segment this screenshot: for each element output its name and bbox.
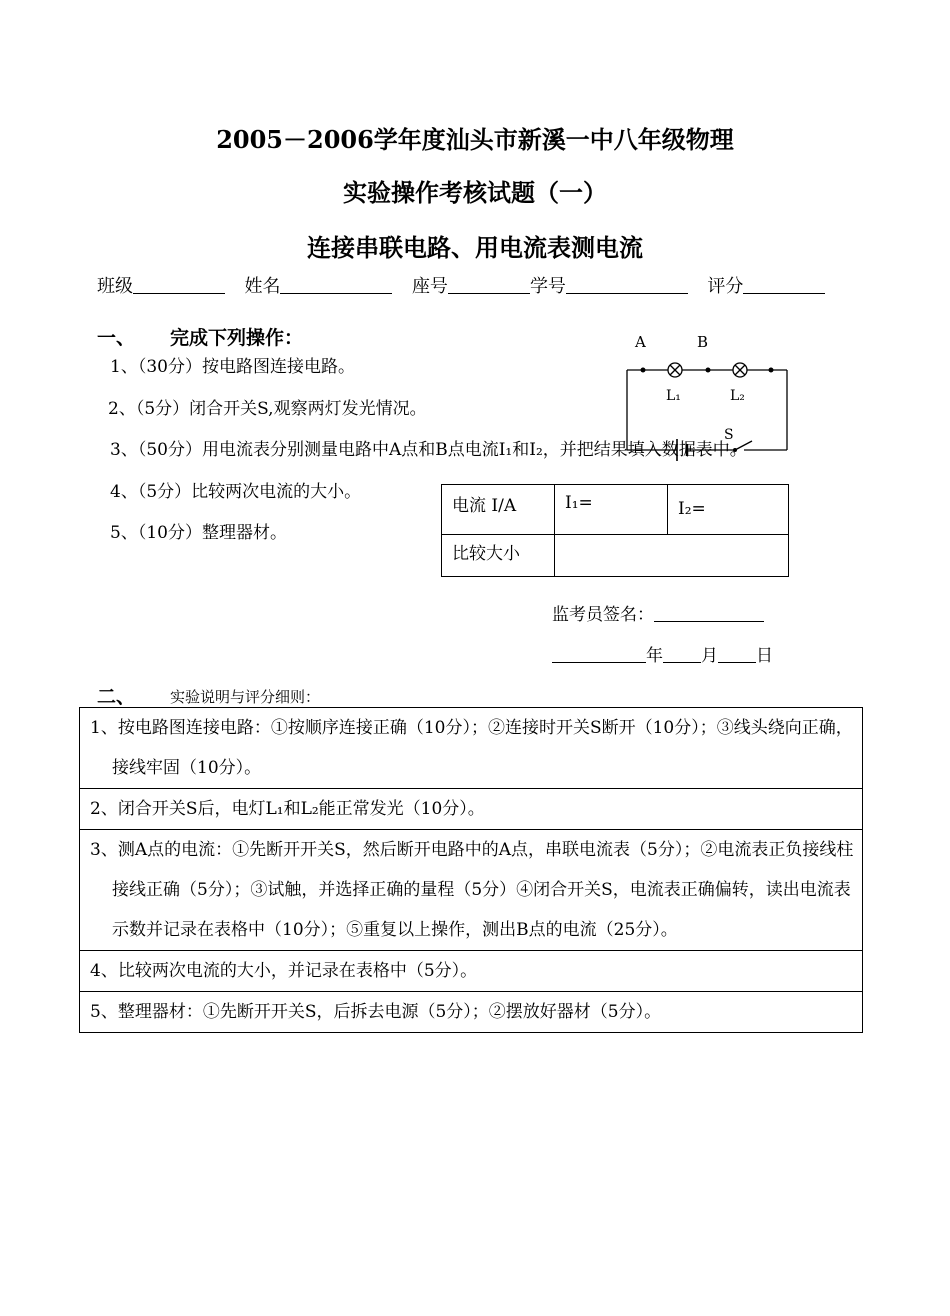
proctor-date-line — [552, 641, 773, 666]
name-blank[interactable] — [280, 275, 392, 294]
current-header-cell: 电流 I/A — [442, 485, 555, 535]
i1-cell[interactable]: I₁= — [555, 485, 668, 535]
section1-item-1: 1、（30分）按电路图连接电路。 — [110, 357, 355, 377]
grading-row-4: 4、比较两次电流的大小，并记录在表格中（5分）。 — [80, 950, 862, 991]
seat-blank[interactable] — [448, 275, 530, 294]
circuit-label-l2: L₂ — [730, 388, 745, 404]
student-info-line — [97, 272, 825, 298]
compare-header-cell: 比较大小 — [442, 535, 555, 577]
point-b-dot — [706, 368, 711, 373]
title-line-2: 实验操作考核试题（一） — [343, 178, 607, 207]
grading-row-3: 3、测A点的电流：①先断开开关S，然后断开电路中的A点，串联电流表（5分）；②电流表正负接线柱接线正确（5分）；③试触，并选择正确的量程（5分）④闭合开关S，电流表正确偏转，读出电流表示数并记录在表格中（10分）；⑤重复以上操作，测出B点的电流（25分）。 — [80, 829, 862, 950]
name-label: 姓名 — [244, 276, 281, 297]
score-label: 评分 — [707, 276, 744, 297]
class-label: 班级 — [97, 276, 133, 297]
student-id-blank[interactable] — [566, 275, 688, 294]
grading-row-1: 1、按电路图连接电路：①按顺序连接正确（10分）；②连接时开关S断开（10分）；③线头绕向正确，接线牢固（10分）。 — [90, 718, 853, 778]
date-day-label: 日 — [756, 646, 773, 666]
proctor-signature-line — [552, 600, 764, 625]
student-id-label: 学号 — [529, 276, 566, 297]
class-blank[interactable] — [133, 275, 225, 294]
circuit-label-a: A — [635, 333, 646, 351]
circuit-label-l1: L₁ — [666, 388, 681, 404]
seat-label: 座号 — [411, 276, 448, 297]
junction-dot — [769, 368, 774, 373]
results-table — [441, 484, 789, 577]
section2-number: 二、 — [97, 686, 136, 708]
grading-row-5: 5、整理器材：①先断开开关S，后拆去电源（5分）；②摆放好器材（5分）。 — [80, 991, 862, 1032]
section2-heading: 实验说明与评分细则： — [170, 688, 321, 706]
section1-item-4: 4、（5分）比较两次电流的大小。 — [110, 482, 362, 502]
proctor-signature-blank[interactable] — [654, 603, 764, 622]
circuit-label-s: S — [724, 427, 734, 443]
section1-item-3: 3、（50分）用电流表分别测量电路中A点和B点电流I₁和I₂，并把结果填入数据表中。 — [110, 440, 747, 460]
section1-number: 一、 — [97, 327, 136, 349]
circuit-label-b: B — [697, 333, 709, 351]
section1-item-5: 5、（10分）整理器材。 — [110, 523, 287, 543]
point-a-dot — [641, 368, 646, 373]
title-line-1: 2005－2006学年度汕头市新溪一中八年级物理 — [216, 125, 734, 154]
score-blank[interactable] — [743, 275, 825, 294]
proctor-signature-label: 监考员签名： — [552, 605, 654, 625]
compare-value-cell[interactable] — [555, 535, 789, 577]
i2-cell[interactable]: I₂= — [668, 485, 789, 535]
date-year-label: 年 — [646, 646, 663, 666]
section1-heading: 完成下列操作： — [170, 327, 304, 349]
date-month-label: 月 — [701, 646, 718, 666]
grading-row-2: 2、闭合开关S后，电灯L₁和L₂能正常发光（10分）。 — [80, 788, 862, 829]
section1-item-2: 2、（5分）闭合开关S,观察两灯发光情况。 — [108, 399, 427, 419]
date-year-blank[interactable] — [552, 644, 646, 663]
title-line-3: 连接串联电路、用电流表测电流 — [307, 233, 643, 262]
date-month-blank[interactable] — [663, 644, 701, 663]
grading-rules-table — [79, 707, 863, 1033]
date-day-blank[interactable] — [718, 644, 756, 663]
